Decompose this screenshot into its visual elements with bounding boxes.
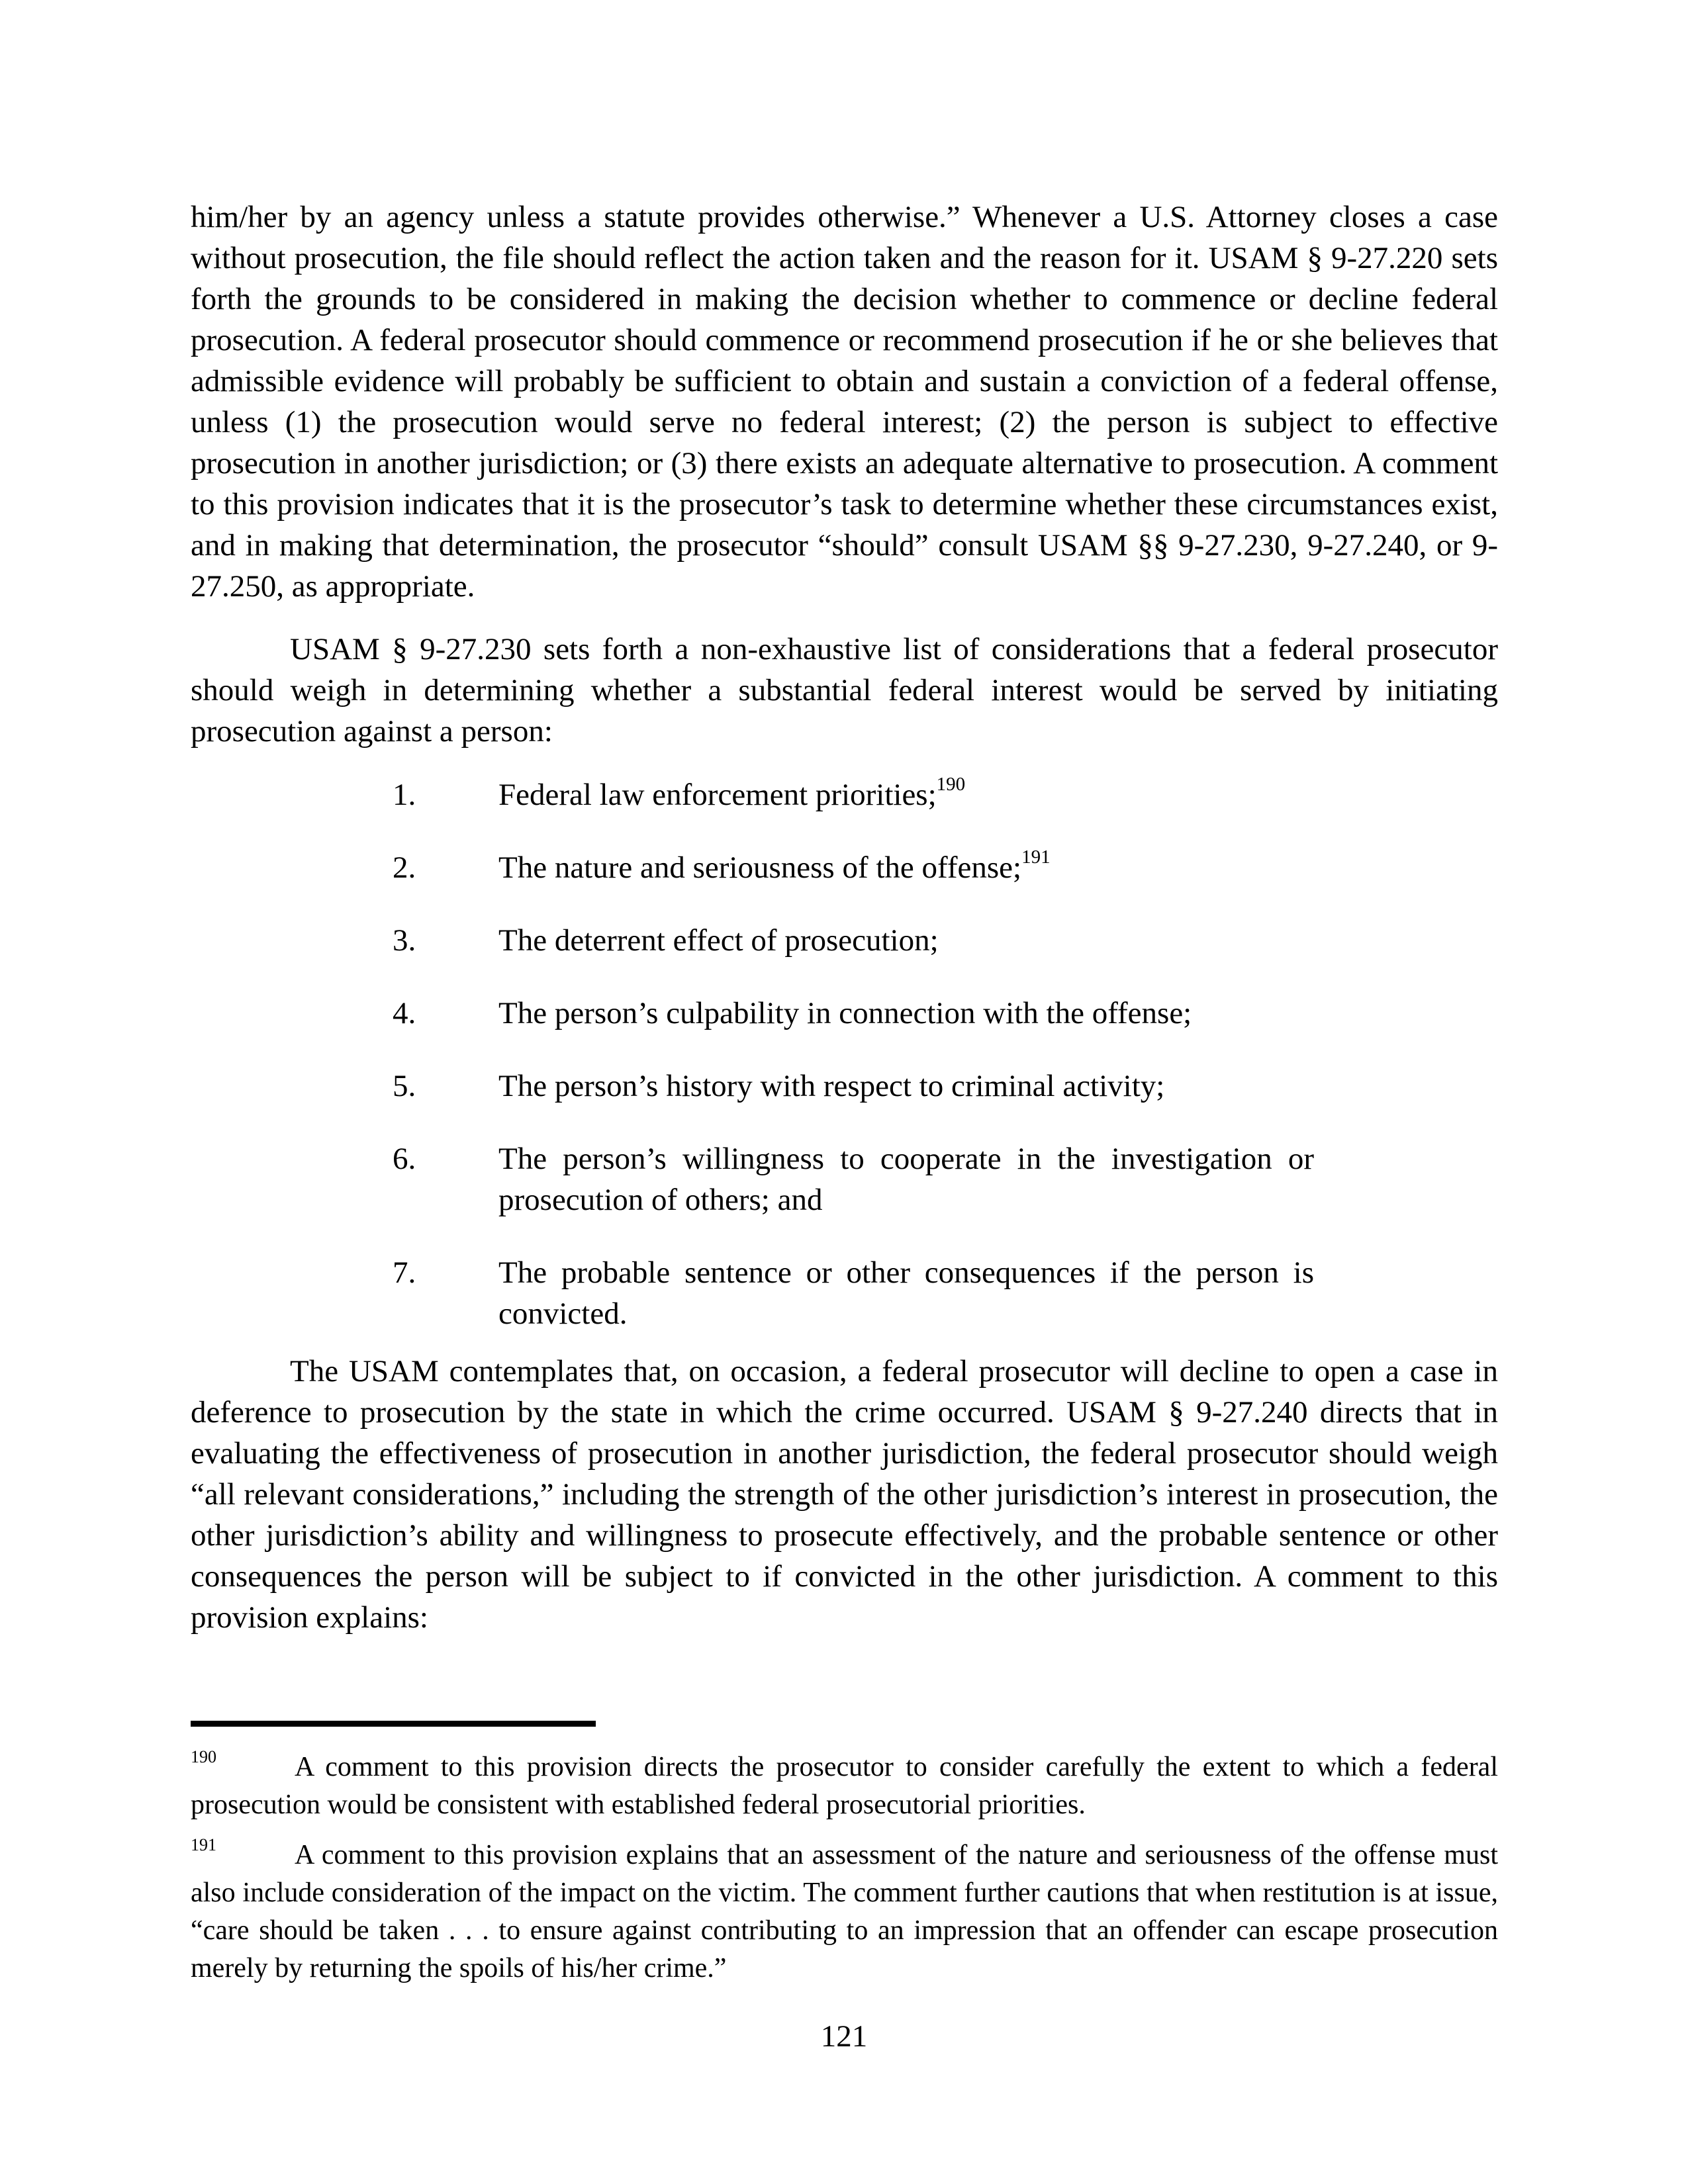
list-item [191, 1138, 1314, 1220]
list-item-number: 7. [393, 1255, 416, 1290]
footnote-reference: 190 [936, 774, 966, 795]
footnote [191, 1749, 1498, 1824]
footnote-number: 191 [191, 1835, 216, 1854]
list-item-number: 2. [393, 850, 416, 885]
list-item-text: The deterrent effect of prosecution; [498, 923, 939, 958]
footnote-reference: 191 [1021, 846, 1051, 868]
footnotes-section [191, 1749, 1498, 2000]
footnote-text: A comment to this provision directs the prosecutor to consider carefully the extent to which a federal prosecution would be consistent with established federal prosecutorial priorities. [191, 1752, 1498, 1820]
list-item [191, 1066, 1314, 1107]
footnote [191, 1837, 1498, 1987]
list-item-text: The person’s history with respect to criminal activity; [498, 1069, 1165, 1103]
list-item-number: 3. [393, 923, 416, 958]
list-item [191, 774, 1314, 815]
paragraph-continuation: him/her by an agency unless a statute provides otherwise.” Whenever a U.S. Attorney closes a case without prosecution, the file should reflect the action taken and the reason for it. USAM § 9-27.220 sets forth the grounds to be considered in making the decision whether to commence or decline federal prosecution. A federal prosecutor should commence or recommend prosecution if he or she believes that admissible evidence will probably be sufficient to obtain and sustain a conviction of a federal offense, unless (1) the prosecution would serve no federal interest; (2) the person is subject to effective prosecution in another jurisdiction; or (3) there exists an adequate alternative to prosecution. A comment to this provision indicates that it is the prosecutor’s task to determine whether these circumstances exist, and in making that determination, the prosecutor “should” consult USAM §§ 9-27.230, 9-27.240, or 9-27.250, as appropriate. [191, 200, 1498, 604]
considerations-numbered-list [191, 774, 1498, 1366]
list-item [191, 920, 1314, 961]
page-number: 121 [820, 2019, 868, 2054]
paragraph-usam-9-27-230: USAM § 9-27.230 sets forth a non-exhaustive list of considerations that a federal prosecutor should weigh in determining whether a substantial federal interest would be served by initiating prosecution against a person: [191, 632, 1498, 749]
list-item-number: 5. [393, 1069, 416, 1103]
list-item-text: The person’s culpability in connection with the offense; [498, 996, 1192, 1030]
list-item [191, 847, 1314, 888]
paragraph-usam-9-27-240: The USAM contemplates that, on occasion, a federal prosecutor will decline to open a case in deference to prosecution by the state in which the crime occurred. USAM § 9-27.240 directs that in evaluating the effectiveness of prosecution in another jurisdiction, the federal prosecutor should weigh “all relevant considerations,” including the strength of the other jurisdiction’s interest in prosecution, the other jurisdiction’s ability and willingness to prosecute effectively, and the probable sentence or other consequences the person will be subject to if convicted in the other jurisdiction. A comment to this provision explains: [191, 1354, 1498, 1635]
list-item-text: Federal law enforcement priorities; [498, 778, 937, 812]
list-item-number: 1. [393, 778, 416, 812]
list-item [191, 993, 1314, 1034]
list-item-text: The nature and seriousness of the offense; [498, 850, 1022, 885]
list-item [191, 1252, 1314, 1334]
footnote-separator-rule [191, 1721, 596, 1727]
footnote-number: 190 [191, 1747, 216, 1766]
footnote-text: A comment to this provision explains that an assessment of the nature and seriousness of the offense must also include consideration of the impact on the victim. The comment further cautions that when restitution is at issue, “care should be taken . . . to ensure against contributing to an impression that an offender can escape prosecution merely by returning the spoils of his/her crime.” [191, 1840, 1498, 1983]
list-item-number: 4. [393, 996, 416, 1030]
list-item-text: The person’s willingness to cooperate in the investigation or prosecution of others; and [498, 1142, 1314, 1217]
list-item-number: 6. [393, 1142, 416, 1176]
list-item-text: The probable sentence or other consequences if the person is convicted. [498, 1255, 1314, 1331]
